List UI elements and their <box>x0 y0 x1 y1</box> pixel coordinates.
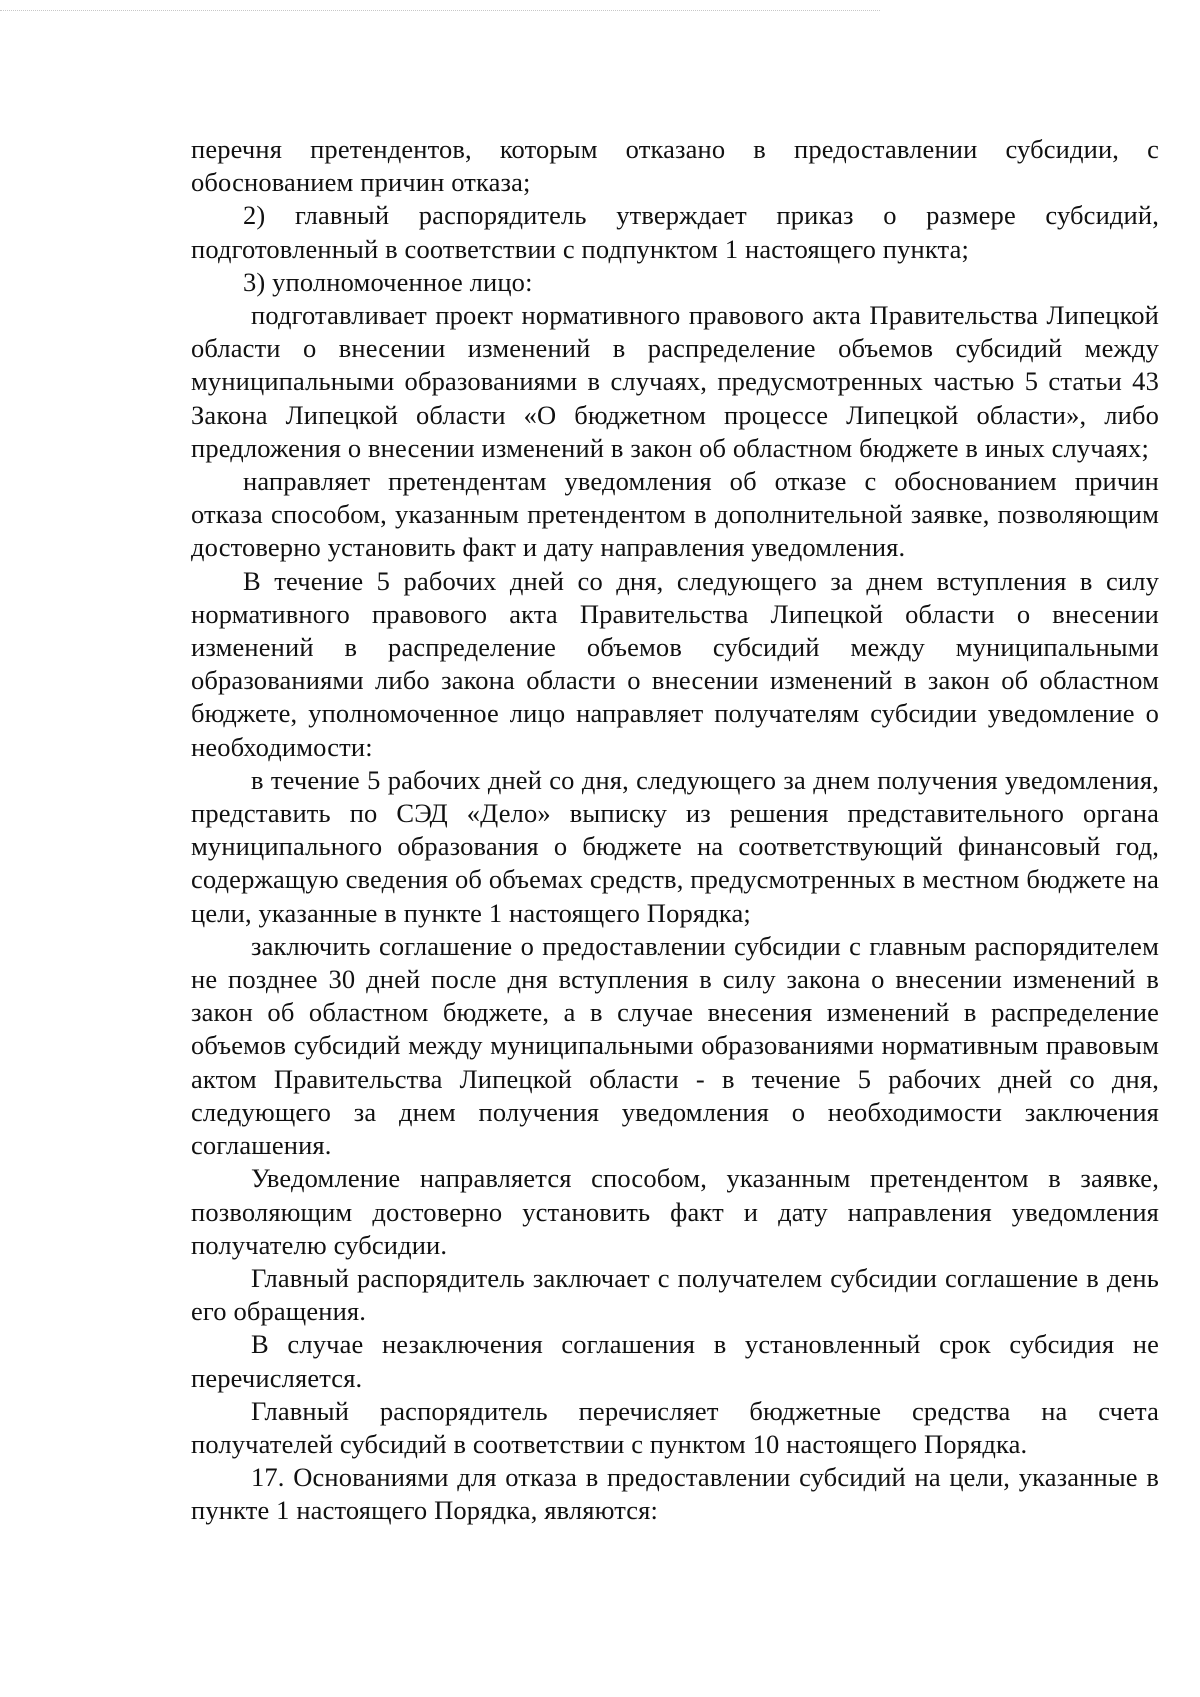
paragraph-item-17: 17. Основаниями для отказа в предоставлении субсидий на цели, указанные в пункте 1 настоящего Порядка, являются: <box>191 1462 1159 1526</box>
paragraph-within-5-days: В течение 5 рабочих дней со дня, следующего за днем вступления в силу нормативного правового акта Правительства Липецкой области о внесении изменений в распределение объемов субсидий между муниципальными образованиями либо закона области о внесении изменений в закон об областном бюджете, уполномоченное лицо направляет получателям субсидии уведомление о необходимости: <box>191 565 1159 762</box>
paragraph-notification-method: Уведомление направляется способом, указанным претендентом в заявке, позволяющим достоверно установить факт и дату направления уведомления получателю субсидии. <box>191 1163 1159 1260</box>
paragraph-sends-refusal: направляет претендентам уведомления об отказе с обоснованием причин отказа способом, указанным претендентом в дополнительной заявке, позволяющим достоверно установить факт и дату направления уведомления. <box>191 466 1159 563</box>
paragraph-item-2: 2) главный распорядитель утверждает приказ о размере субсидий, подготовленный в соответствии с подпунктом 1 настоящего пункта; <box>191 200 1159 264</box>
paragraph-conclude-agreement: заключить соглашение о предоставлении субсидии с главным распорядителем не позднее 30 дней после дня вступления в силу закона о внесении изменений в закон об областном бюджете, а в случае внесения изменений в распределение объемов субсидий между муниципальными образованиями нормативным правовым актом Правительства Липецкой области - в течение 5 рабочих дней со дня, следующего за днем получения уведомления о необходимости заключения соглашения. <box>191 930 1159 1161</box>
paragraph-prepares-act: подготавливает проект нормативного правового акта Правительства Липецкой области о внесении изменений в распределение объемов субсидий между муниципальными образованиями в случаях, предусмотренных частью 5 статьи 43 Закона Липецкой области «О бюджетном процессе Липецкой области», либо предложения о внесении изменений в закон об областном бюджете в иных случаях; <box>191 300 1159 463</box>
paragraph-item-3: 3) уполномоченное лицо: <box>243 266 533 297</box>
paragraph-transfer-funds: Главный распорядитель перечисляет бюджетные средства на счета получателей субсидий в соответствии с пунктом 10 настоящего Порядка. <box>191 1395 1159 1459</box>
paragraph-agreement-day: Главный распорядитель заключает с получателем субсидии соглашение в день его обращения. <box>191 1262 1159 1327</box>
scan-edge-line <box>0 10 880 11</box>
paragraph-non-conclusion: В случае незаключения соглашения в установленный срок субсидия не перечисляется. <box>191 1329 1159 1393</box>
paragraph-submit-extract: в течение 5 рабочих дней со дня, следующего за днем получения уведомления, представить по СЭД «Дело» выписку из решения представительного органа муниципального образования о бюджете на соответствующий финансовый год, содержащую сведения об объемах средств, предусмотренных в местном бюджете на цели, указанные в пункте 1 настоящего Порядка; <box>191 764 1159 928</box>
paragraph-continuation: перечня претендентов, которым отказано в предоставлении субсидии, с обоснованием причин отказа; <box>191 134 1159 198</box>
document-body <box>191 133 1159 1528</box>
